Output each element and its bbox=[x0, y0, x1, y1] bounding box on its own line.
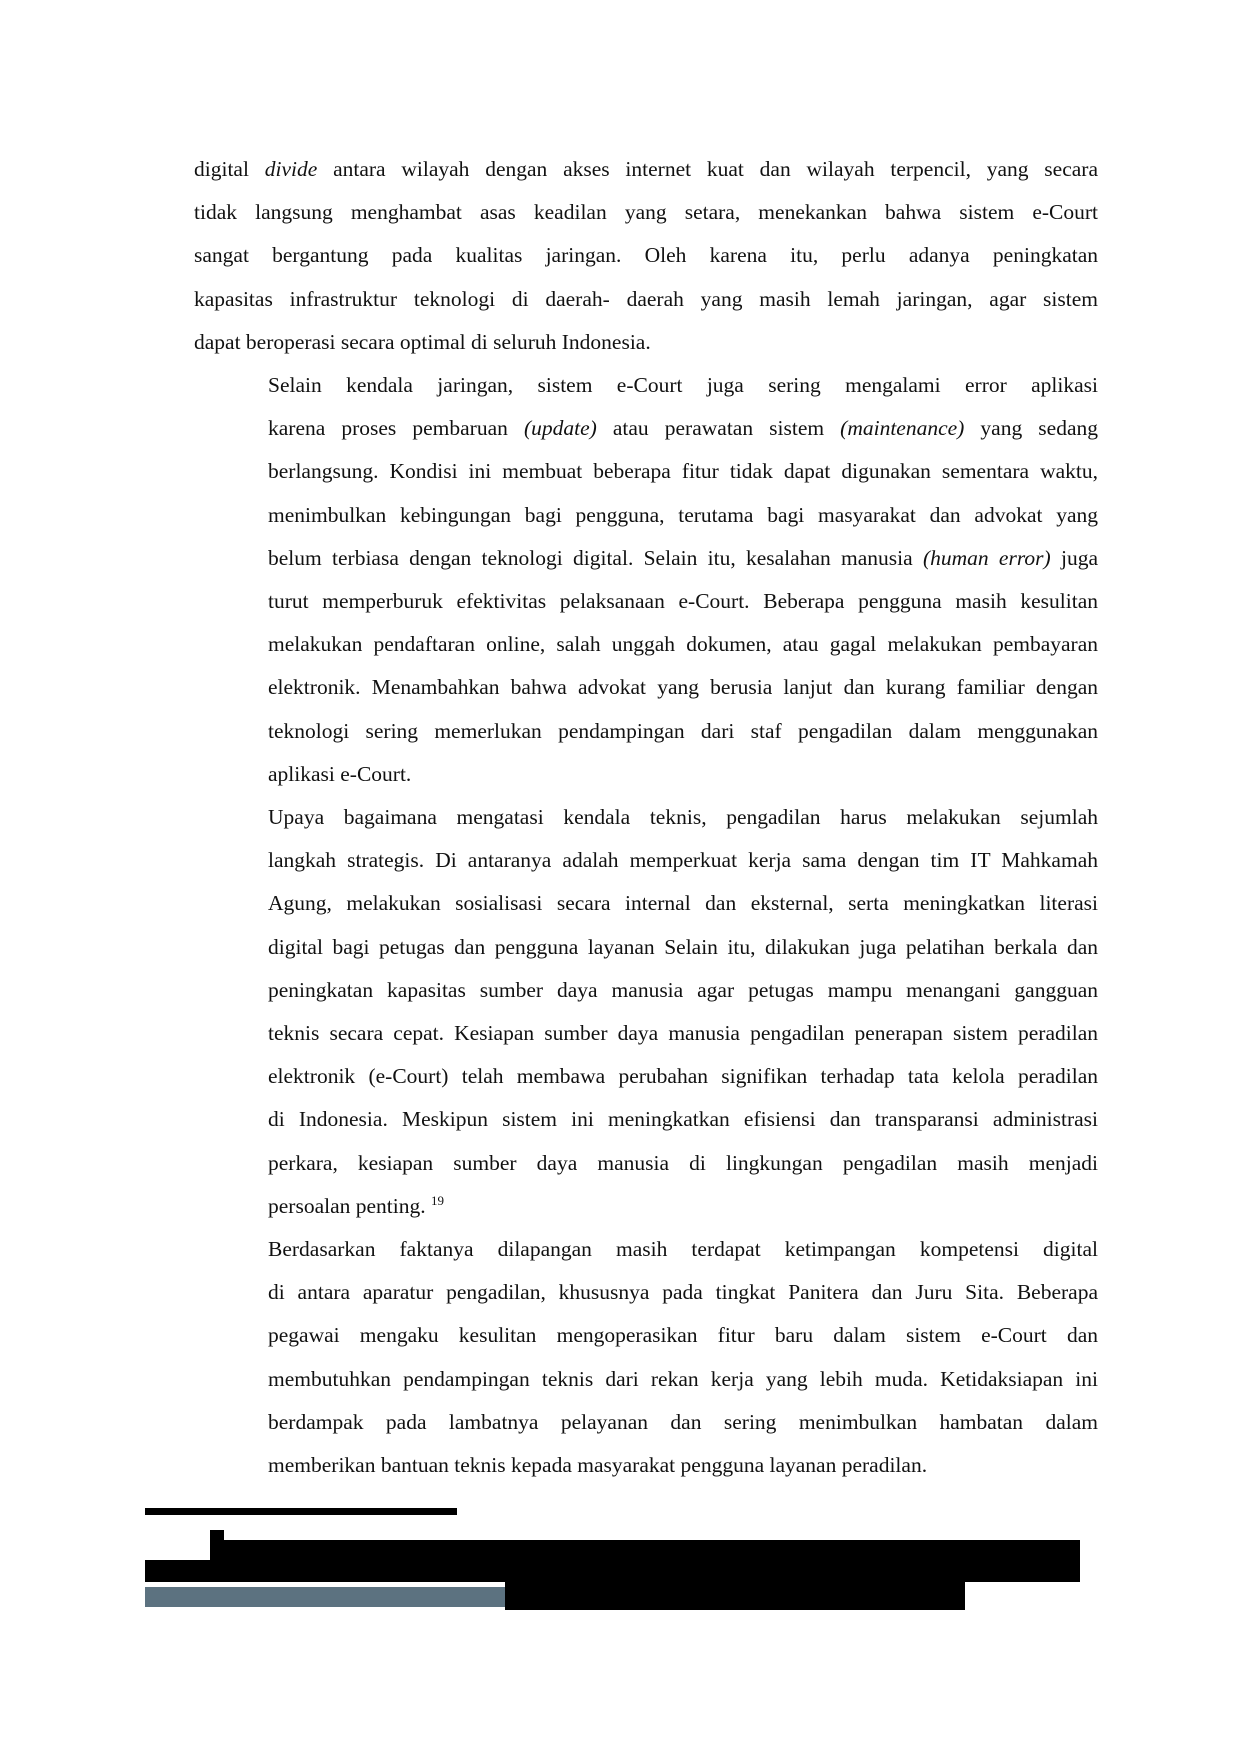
text-segment: karena proses pembaruan bbox=[268, 416, 524, 441]
text-line bbox=[194, 753, 1098, 796]
paragraph bbox=[194, 1228, 1098, 1487]
text-line bbox=[194, 1142, 1098, 1185]
text-line bbox=[194, 148, 1098, 191]
text-segment: digital bbox=[194, 157, 265, 181]
footnote-ref[interactable]: 19 bbox=[431, 1192, 444, 1208]
text-segment: antara wilayah dengan akses internet kuat dan wilayah terpencil, yang secara bbox=[317, 157, 1098, 181]
text-line bbox=[194, 1401, 1098, 1444]
italic-term: divide bbox=[264, 157, 318, 181]
document-body bbox=[194, 148, 1098, 1487]
text-segment: elektronik (e-Court) telah membawa perubahan signifikan terhadap tata kelola peradilan bbox=[268, 1064, 1098, 1089]
text-segment: Berdasarkan faktanya dilapangan masih terdapat ketimpangan kompetensi digital bbox=[268, 1237, 1098, 1262]
text-line bbox=[194, 580, 1098, 623]
text-segment: perkara, kesiapan sumber daya manusia di lingkungan pengadilan masih menjadi bbox=[268, 1150, 1098, 1175]
italic-term: (human error) bbox=[922, 545, 1051, 570]
text-segment: berlangsung. Kondisi ini membuat beberapa fitur tidak dapat digunakan sementara waktu, bbox=[268, 459, 1098, 484]
text-line bbox=[194, 623, 1098, 666]
italic-term: (maintenance) bbox=[840, 416, 965, 441]
text-segment: berdampak pada lambatnya pelayanan dan sering menimbulkan hambatan dalam bbox=[268, 1409, 1098, 1434]
text-line bbox=[194, 1444, 1098, 1487]
text-line bbox=[194, 882, 1098, 925]
text-segment: Agung, melakukan sosialisasi secara internal dan eksternal, serta meningkatkan literasi bbox=[268, 891, 1098, 916]
text-segment: menimbulkan kebingungan bagi pengguna, terutama bagi masyarakat dan advokat yang bbox=[268, 502, 1098, 527]
text-segment: di Indonesia. Meskipun sistem ini meningkatkan efisiensi dan transparansi administrasi bbox=[268, 1107, 1098, 1132]
text-segment: peningkatan kapasitas sumber daya manusia agar petugas mampu menangani gangguan bbox=[268, 977, 1098, 1002]
text-segment: yang sedang bbox=[964, 416, 1098, 441]
text-segment: atau perawatan sistem bbox=[596, 416, 841, 441]
text-segment: dapat beroperasi secara optimal di seluruh Indonesia. bbox=[194, 329, 651, 354]
text-line bbox=[194, 969, 1098, 1012]
text-line bbox=[194, 450, 1098, 493]
text-line bbox=[194, 1055, 1098, 1098]
text-line bbox=[194, 666, 1098, 709]
text-line bbox=[194, 1098, 1098, 1141]
text-line bbox=[194, 191, 1098, 234]
text-segment: Selain kendala jaringan, sistem e-Court juga sering mengalami error aplikasi bbox=[268, 373, 1098, 398]
text-line bbox=[194, 1228, 1098, 1271]
text-line bbox=[194, 1314, 1098, 1357]
paragraph bbox=[194, 796, 1098, 1228]
text-line bbox=[194, 1271, 1098, 1314]
text-segment: kapasitas infrastruktur teknologi di daerah- daerah yang masih lemah jaringan, agar sistem bbox=[194, 286, 1098, 311]
footnote-separator bbox=[145, 1508, 457, 1515]
italic-term: (update) bbox=[523, 416, 597, 441]
text-line bbox=[194, 926, 1098, 969]
text-segment: pegawai mengaku kesulitan mengoperasikan fitur baru dalam sistem e-Court dan bbox=[268, 1323, 1098, 1348]
text-line bbox=[194, 839, 1098, 882]
text-segment: membutuhkan pendampingan teknis dari rekan kerja yang lebih muda. Ketidaksiapan ini bbox=[268, 1366, 1098, 1391]
text-segment: langkah strategis. Di antaranya adalah memperkuat kerja sama dengan tim IT Mahkamah bbox=[268, 848, 1098, 873]
text-line bbox=[194, 1012, 1098, 1055]
text-segment: juga bbox=[1050, 545, 1098, 570]
text-line bbox=[194, 537, 1098, 580]
text-segment: Upaya bagaimana mengatasi kendala teknis, pengadilan harus melakukan sejumlah bbox=[268, 805, 1098, 830]
text-line bbox=[194, 407, 1098, 450]
text-segment: elektronik. Menambahkan bahwa advokat yang berusia lanjut dan kurang familiar dengan bbox=[268, 675, 1098, 700]
text-segment: aplikasi e-Court. bbox=[268, 761, 412, 786]
text-segment: belum terbiasa dengan teknologi digital. Selain itu, kesalahan manusia bbox=[268, 545, 923, 570]
text-line bbox=[194, 494, 1098, 537]
paragraph bbox=[194, 364, 1098, 796]
text-line bbox=[194, 364, 1098, 407]
text-line bbox=[194, 278, 1098, 321]
text-segment: turut memperburuk efektivitas pelaksanaan e-Court. Beberapa pengguna masih kesulitan bbox=[268, 589, 1098, 614]
paragraph bbox=[194, 148, 1098, 364]
text-line bbox=[194, 321, 1098, 364]
text-line bbox=[194, 1185, 1098, 1228]
text-line bbox=[194, 234, 1098, 277]
text-segment: sangat bergantung pada kualitas jaringan. Oleh karena itu, perlu adanya peningkatan bbox=[194, 243, 1098, 268]
text-line bbox=[194, 710, 1098, 753]
text-segment: persoalan penting. bbox=[268, 1193, 431, 1218]
text-segment: tidak langsung menghambat asas keadilan yang setara, menekankan bahwa sistem e-Court bbox=[194, 200, 1098, 225]
footnote-doi-link[interactable] bbox=[145, 1587, 505, 1607]
text-segment: teknis secara cepat. Kesiapan sumber daya manusia pengadilan penerapan sistem peradilan bbox=[268, 1021, 1098, 1046]
text-segment: melakukan pendaftaran online, salah unggah dokumen, atau gagal melakukan pembayaran bbox=[268, 632, 1098, 657]
text-segment: memberikan bantuan teknis kepada masyarakat pengguna layanan peradilan. bbox=[268, 1453, 928, 1478]
text-segment: di antara aparatur pengadilan, khususnya pada tingkat Panitera dan Juru Sita. Beberapa bbox=[268, 1280, 1098, 1305]
text-line bbox=[194, 796, 1098, 839]
text-segment: teknologi sering memerlukan pendampingan dari staf pengadilan dalam menggunakan bbox=[268, 718, 1098, 743]
text-segment: digital bagi petugas dan pengguna layanan Selain itu, dilakukan juga pelatihan berkala dan bbox=[268, 934, 1098, 959]
text-line bbox=[194, 1358, 1098, 1401]
